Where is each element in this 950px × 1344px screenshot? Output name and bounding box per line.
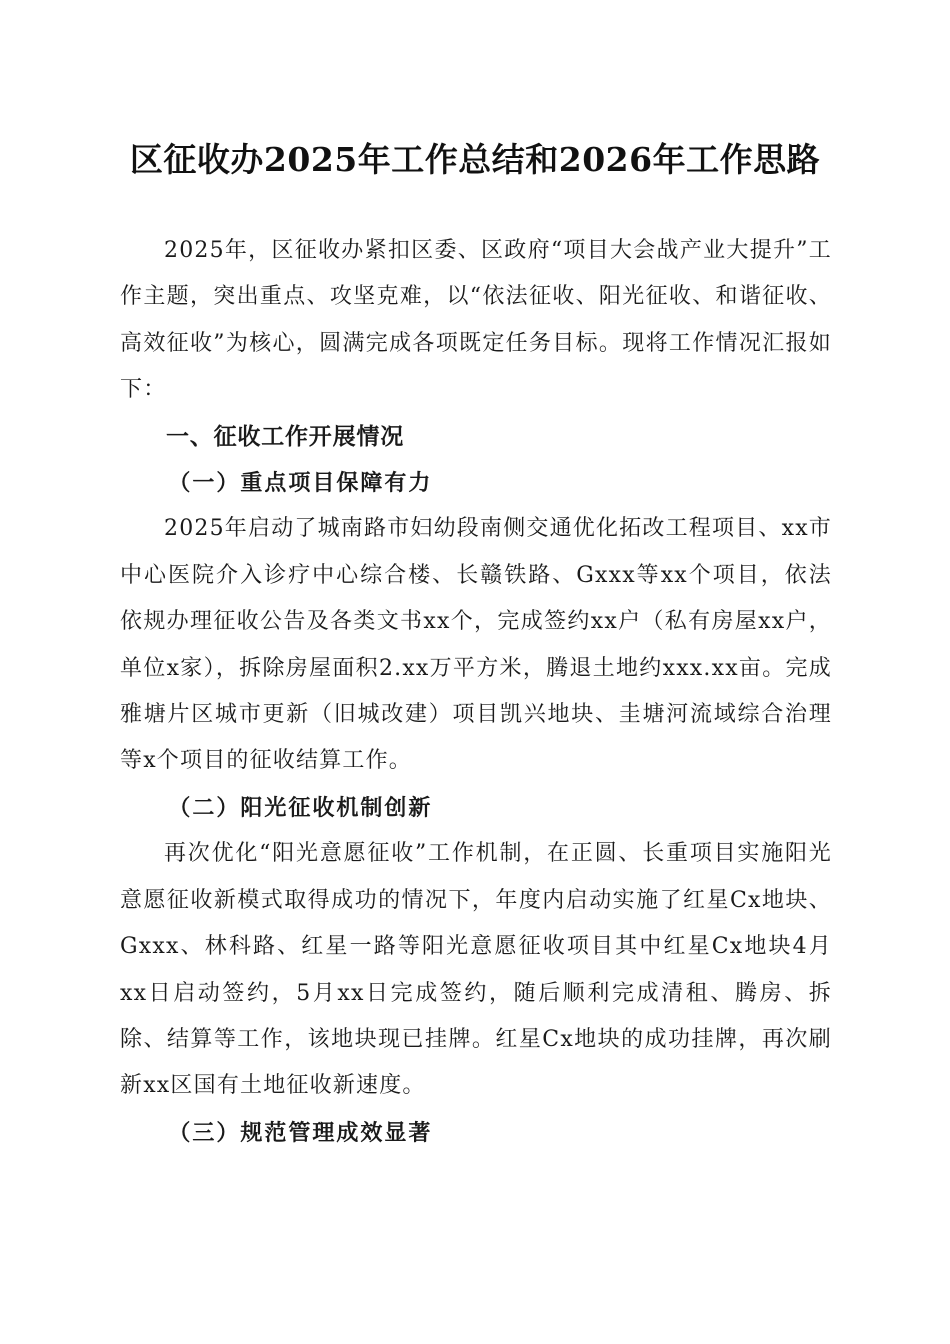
subsection-paragraph-1: 2025年启动了城南路市妇幼段南侧交通优化拓改工程项目、xx市中心医院介入诊疗中心综合楼、长赣铁路、Gxxx等xx个项目，依法依规办理征收公告及各类文书xx个，完成签约xx户（私有房屋xx户，单位x家），拆除房屋面积2.xx万平方米，腾退土地约xxx.xx亩。完成雅塘片区城市更新（旧城改建）项目凯兴地块、圭塘河流域综合治理等x个项目的征收结算工作。 [120, 516, 833, 774]
document-title: 区征收办2025年工作总结和2026年工作思路 [129, 140, 821, 179]
document-body [120, 228, 832, 1156]
subsection-paragraph-2: 再次优化“阳光意愿征收”工作机制，在正圆、长重项目实施阳光意愿征收新模式取得成功的情况下，年度内启动实施了红星Cx地块、Gxxx、林科路、红星一路等阳光意愿征收项目其中红星Cx地块4月xx日启动签约，5月xx日完成签约，随后顺利完成清租、腾房、拆除、结算等工作，该地块现已挂牌。红星Cx地块的成功挂牌，再次刷新xx区国有土地征收新速度。 [120, 841, 832, 1099]
section-heading-1: 一、征收工作开展情况 [166, 423, 404, 450]
subsection-heading-1: （一）重点项目保障有力 [168, 470, 433, 497]
subsection-heading-2: （二）阳光征收机制创新 [168, 794, 433, 821]
subsection-heading-3: （三）规范管理成效显著 [168, 1119, 433, 1146]
intro-paragraph: 2025年，区征收办紧扣区委、区政府“项目大会战产业大提升”工作主题，突出重点、攻坚克难，以“依法征收、阳光征收、和谐征收、高效征收”为核心，圆满完成各项既定任务目标。现将工作情况汇报如下： [120, 238, 832, 403]
